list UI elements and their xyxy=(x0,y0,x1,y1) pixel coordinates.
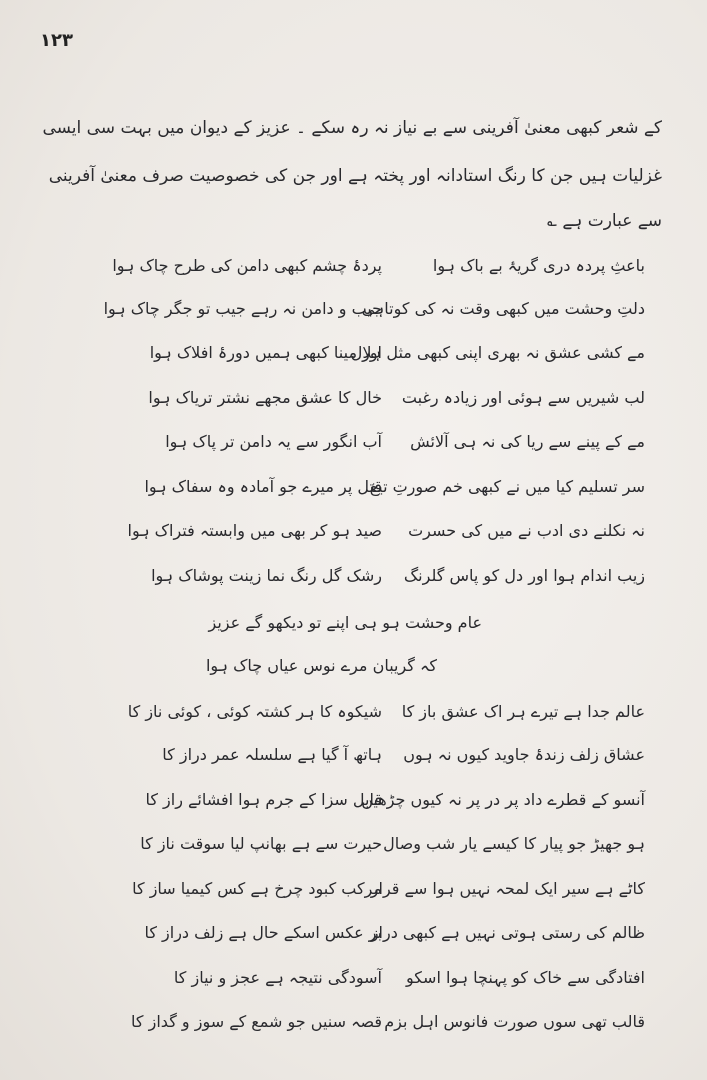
ghazal2-couplet8-right: قالب تھی سوں صورت فانوس اہل بزم xyxy=(384,1012,645,1031)
ghazal1-closing-line2: کہ گریبان مرے نوس عیاں چاک ہوا xyxy=(205,656,437,675)
ghazal2-couplet7-left: آسودگی نتیجہ ہے عجز و نیاز کا xyxy=(173,968,382,987)
ghazal2-couplet1-right: عالم جدا ہے تیرے ہر اک عشق باز کا xyxy=(401,702,645,721)
ghazal1-couplet3-left: اور مینا کبھی ہمیں دورۂ افلاک ہوا xyxy=(149,343,382,362)
ghazal2-couplet1-left: شیکوہ کا ہر کشتہ کوئی ، کوئی ناز کا xyxy=(127,702,382,721)
ghazal2-couplet3-left: قابل سزا کے جرم ہوا افشائے راز کا xyxy=(145,790,382,809)
page-number: ۱۲۳ xyxy=(40,30,73,51)
ghazal2-couplet7-right: افتادگی سے خاک کو پہنچا ہوا اسکو xyxy=(405,968,645,987)
ghazal1-couplet6-left: قتل پر میرے جو آمادہ وہ سفاک ہوا xyxy=(144,477,382,496)
ghazal1-couplet4-left: خال کا عشق مجھے نشتر تریاک ہوا xyxy=(148,388,382,407)
ghazal1-couplet8-left: رشک گل رنگ نما زینت پوشاک ہوا xyxy=(151,566,382,585)
ghazal1-couplet4-right: لب شیریں سے ہوئی اور زیادہ رغبت xyxy=(401,388,645,407)
ghazal2-couplet4-left: حیرت سے ہے بھانپ لیا سوقت ناز کا xyxy=(140,834,382,853)
ghazal1-couplet1-left: پردۂ چشم کبھی دامن کی طرح چاک ہوا xyxy=(112,256,382,275)
ghazal1-couplet5-left: آب انگور سے یہ دامن تر پاک ہوا xyxy=(165,432,382,451)
ghazal2-couplet8-left: قصہ سنیں جو شمع کے سوز و گداز کا xyxy=(131,1012,382,1031)
ghazal2-couplet3-right: آنسو کے قطرے داد پر در پر نہ کیوں چڑھیں xyxy=(361,790,645,809)
ghazal1-couplet6-right: سر تسلیم کیا میں نے کبھی خم صورتِ تیغ xyxy=(369,477,645,496)
ghazal2-couplet5-right: کاٹے ہے سیر ایک لمحہ نہیں ہوا سے قرار xyxy=(370,879,645,898)
ghazal1-couplet8-right: زیب اندام ہوا اور دل کو پاس گلرنگ xyxy=(403,566,645,585)
ghazal1-couplet5-right: مے کے پینے سے ریا کی نہ ہی آلائش xyxy=(410,432,645,451)
prose-line-3: سے عبارت ہے ؎ xyxy=(547,211,662,231)
prose-line-2: غزلیات ہیں جن کا رنگ استادانہ اور پختہ ہے اور جن کی خصوصیت صرف معنیٰ آفرینی xyxy=(48,166,662,186)
ghazal2-couplet6-right: ظالم کی رستی ہوتی نہیں ہے کبھی دراز xyxy=(370,923,645,942)
ghazal1-closing-line1: عام وحشت ہو ہی اپنے تو دیکھو گے عزیز xyxy=(208,613,482,632)
ghazal2-couplet5-left: مرکب کبود چرخ ہے کس کیمیا ساز کا xyxy=(132,879,382,898)
ghazal1-couplet2-left: جیب و دامن نہ رہے جیب تو جگر چاک ہوا xyxy=(103,299,382,318)
ghazal2-couplet2-left: ہاتھ آ گیا ہے سلسلہ عمر دراز کا xyxy=(162,745,382,764)
ghazal2-couplet4-right: ہو جھیڑ جو پیار کا کیسے یار شب وصال xyxy=(383,834,645,853)
ghazal1-couplet7-right: نہ نکلنے دی ادب نے میں کی حسرت xyxy=(408,521,645,540)
ghazal1-couplet7-left: صید ہو کر بھی میں وابستہ فتراک ہوا xyxy=(127,521,382,540)
ghazal2-couplet6-left: بر عکس اسکے حال ہے زلف دراز کا xyxy=(144,923,382,942)
prose-line-1: کے شعر کبھی معنیٰ آفرینی سے بے نیاز نہ رہ سکے ۔ عزیز کے دیوان میں بہت سی ایسی xyxy=(42,118,662,138)
ghazal1-couplet3-right: مے کشی عشق نہ بھری اپنی کبھی مثل ہلال xyxy=(350,343,645,362)
ghazal2-couplet2-right: عشاق زلف زندۂ جاوید کیوں نہ ہوں xyxy=(403,745,645,764)
ghazal1-couplet1-right: باعثِ پردہ دری گریۂ بے باک ہوا xyxy=(432,256,645,275)
ghazal1-couplet2-right: دلتِ وحشت میں کبھی وقت نہ کی کوتاہی xyxy=(361,299,645,318)
